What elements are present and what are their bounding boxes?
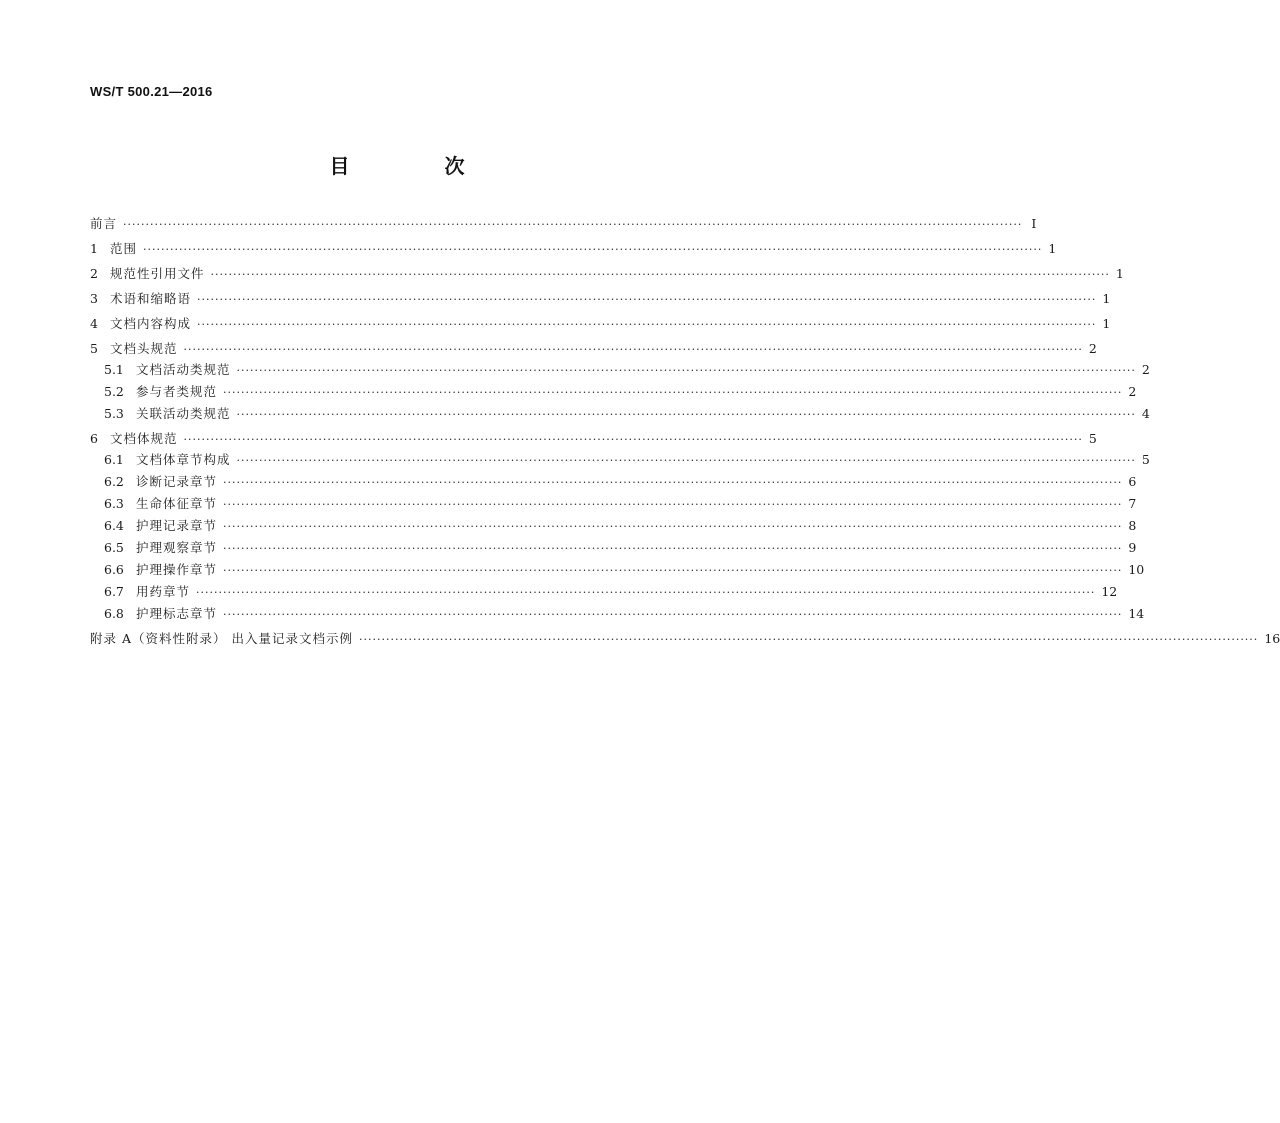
toc-dot-leader: ········································································································································································································ bbox=[223, 564, 1123, 577]
toc-entry-number: 2 bbox=[90, 266, 98, 281]
toc-entry-page: 5 bbox=[1088, 431, 1097, 446]
toc-dot-leader: ········································································································································································································ bbox=[183, 343, 1083, 356]
toc-entry-label: 文档头规范 bbox=[110, 341, 178, 356]
toc-entry-number: 6.6 bbox=[104, 562, 124, 577]
toc-entry-page: 6 bbox=[1128, 474, 1137, 489]
toc-entry-number: 6.4 bbox=[104, 518, 124, 533]
toc-entry[interactable] bbox=[90, 404, 1150, 425]
toc-entry-number: 6.8 bbox=[104, 606, 124, 621]
standard-code: WS/T 500.21—2016 bbox=[90, 84, 213, 99]
toc-entry[interactable] bbox=[90, 494, 1137, 515]
toc-entry-number: 4 bbox=[90, 316, 98, 331]
toc-entry-number: 5.2 bbox=[104, 384, 124, 399]
toc-entry[interactable] bbox=[90, 582, 1118, 603]
toc-dot-leader: ········································································································································································································ bbox=[358, 633, 1259, 646]
table-of-contents bbox=[90, 214, 1280, 650]
toc-dot-leader: ········································································································································································································ bbox=[197, 318, 1097, 331]
toc-entry-label: 诊断记录章节 bbox=[136, 474, 218, 489]
toc-entry-label: 护理观察章节 bbox=[136, 540, 218, 555]
toc-dot-leader: ········································································································································································································ bbox=[236, 364, 1136, 377]
toc-entry-number: 6 bbox=[90, 431, 98, 446]
toc-dot-leader: ········································································································································································································ bbox=[223, 542, 1123, 555]
toc-entry-number: 6.7 bbox=[104, 584, 124, 599]
toc-entry-number: 6.5 bbox=[104, 540, 124, 555]
toc-dot-leader: ········································································································································································································ bbox=[196, 586, 1096, 599]
toc-entry-page: 5 bbox=[1141, 452, 1150, 467]
toc-entry-page: 12 bbox=[1101, 584, 1118, 599]
toc-entry[interactable] bbox=[90, 360, 1150, 381]
toc-entry-page: 14 bbox=[1128, 606, 1145, 621]
toc-dot-leader: ········································································································································································································ bbox=[223, 476, 1123, 489]
toc-entry-label: 护理标志章节 bbox=[136, 606, 218, 621]
toc-entry-number: 5 bbox=[90, 341, 98, 356]
page-title: 目 次 bbox=[329, 154, 509, 178]
toc-entry[interactable] bbox=[90, 450, 1150, 471]
toc-entry[interactable] bbox=[90, 516, 1137, 537]
toc-entry-page: 16 bbox=[1264, 631, 1280, 646]
toc-entry-number: 6.2 bbox=[104, 474, 124, 489]
toc-entry[interactable] bbox=[90, 264, 1124, 285]
toc-entry-label: 护理记录章节 bbox=[136, 518, 218, 533]
toc-entry-page: 1 bbox=[1048, 241, 1057, 256]
toc-dot-leader: ········································································································································································································ bbox=[197, 293, 1097, 306]
toc-dot-leader: ········································································································································································································ bbox=[223, 498, 1123, 511]
toc-entry[interactable] bbox=[90, 472, 1137, 493]
toc-entry-number: 3 bbox=[90, 291, 98, 306]
toc-entry-number: 6.3 bbox=[104, 496, 124, 511]
toc-entry-label: 生命体征章节 bbox=[136, 496, 218, 511]
toc-dot-leader: ········································································································································································································ bbox=[236, 408, 1136, 421]
toc-entry[interactable] bbox=[90, 314, 1111, 335]
toc-entry-label: 范围 bbox=[110, 241, 138, 256]
toc-entry[interactable] bbox=[90, 604, 1145, 625]
toc-entry-page: 7 bbox=[1128, 496, 1137, 511]
toc-entry-page: 1 bbox=[1102, 316, 1111, 331]
toc-entry-page: 10 bbox=[1128, 562, 1145, 577]
toc-entry[interactable] bbox=[90, 382, 1137, 403]
toc-entry-page: Ⅰ bbox=[1031, 216, 1037, 231]
toc-entry-label: 文档活动类规范 bbox=[136, 362, 231, 377]
toc-entry-page: 9 bbox=[1128, 540, 1137, 555]
toc-dot-leader: ········································································································································································································ bbox=[183, 433, 1083, 446]
toc-entry[interactable] bbox=[90, 629, 1280, 650]
toc-entry[interactable] bbox=[90, 289, 1111, 310]
toc-dot-leader: ········································································································································································································ bbox=[223, 608, 1123, 621]
toc-entry-label: 文档内容构成 bbox=[110, 316, 192, 331]
toc-entry-number: 5.3 bbox=[104, 406, 124, 421]
toc-entry-label: 护理操作章节 bbox=[136, 562, 218, 577]
toc-dot-leader: ········································································································································································································ bbox=[223, 386, 1123, 399]
toc-entry-label: 前言 bbox=[90, 216, 118, 231]
toc-entry[interactable] bbox=[90, 538, 1137, 559]
toc-entry-page: 1 bbox=[1102, 291, 1111, 306]
toc-entry-page: 2 bbox=[1088, 341, 1097, 356]
toc-entry-label: 文档体章节构成 bbox=[136, 452, 231, 467]
toc-entry-label: 术语和缩略语 bbox=[110, 291, 192, 306]
toc-entry-label: 规范性引用文件 bbox=[110, 266, 205, 281]
toc-entry[interactable] bbox=[90, 339, 1097, 360]
toc-entry[interactable] bbox=[90, 214, 1037, 235]
toc-entry-label: 附录 A（资料性附录） 出入量记录文档示例 bbox=[90, 631, 353, 646]
toc-entry-page: 2 bbox=[1141, 362, 1150, 377]
toc-entry-label: 关联活动类规范 bbox=[136, 406, 231, 421]
toc-entry-page: 4 bbox=[1141, 406, 1150, 421]
toc-dot-leader: ········································································································································································································ bbox=[123, 218, 1023, 231]
toc-dot-leader: ········································································································································································································ bbox=[223, 520, 1123, 533]
toc-entry-number: 1 bbox=[90, 241, 98, 256]
toc-dot-leader: ········································································································································································································ bbox=[236, 454, 1136, 467]
toc-entry[interactable] bbox=[90, 429, 1097, 450]
toc-dot-leader: ········································································································································································································ bbox=[143, 243, 1043, 256]
toc-entry-page: 2 bbox=[1128, 384, 1137, 399]
toc-entry-page: 8 bbox=[1128, 518, 1137, 533]
toc-entry[interactable] bbox=[90, 560, 1145, 581]
toc-entry-number: 6.1 bbox=[104, 452, 124, 467]
toc-entry-label: 参与者类规范 bbox=[136, 384, 218, 399]
toc-entry-label: 文档体规范 bbox=[110, 431, 178, 446]
toc-entry-number: 5.1 bbox=[104, 362, 124, 377]
toc-entry-label: 用药章节 bbox=[136, 584, 191, 599]
toc-entry[interactable] bbox=[90, 239, 1057, 260]
toc-dot-leader: ········································································································································································································ bbox=[210, 268, 1110, 281]
toc-entry-page: 1 bbox=[1115, 266, 1124, 281]
